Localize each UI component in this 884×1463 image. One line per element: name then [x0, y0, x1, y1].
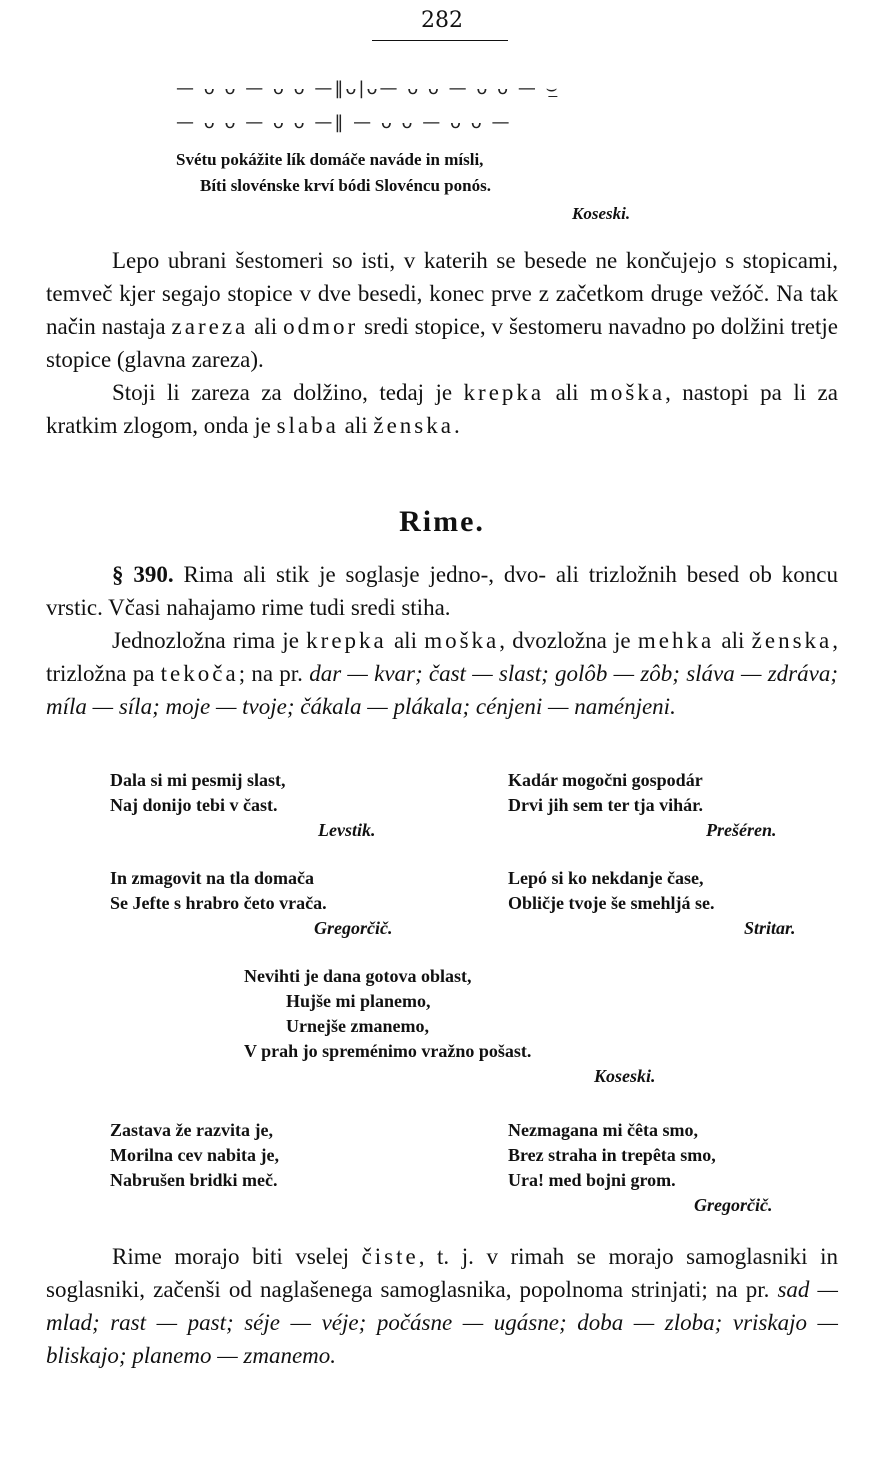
term-krepka: krepka — [463, 380, 545, 405]
term-ciste: čiste — [361, 1244, 419, 1269]
para3-text: Rima ali stik je soglasje jedno-, dvo- ali trizložnih besed ob koncu vrstic. Včasi nahajamo rime tudi sredi stiha. — [46, 562, 838, 620]
poem-nezmagana — [508, 1118, 772, 1218]
para2-text: ali — [544, 380, 591, 405]
poem-author: Prešéren. — [706, 820, 777, 840]
term-slaba: slaba — [276, 413, 339, 438]
poem-author: Gregorčič. — [694, 1195, 773, 1215]
term-zenska: ženska — [751, 628, 833, 653]
poem-author: Gregorčič. — [314, 918, 393, 938]
para4-text: ali — [386, 628, 425, 653]
term-moska: moška — [424, 628, 500, 653]
verse-line-2: Bíti slovénske krví bódi Slovéncu ponós. — [200, 176, 491, 195]
para4-text: , dvozložna je — [499, 628, 638, 653]
poem-koseski — [244, 964, 656, 1089]
poem-author: Koseski. — [594, 1066, 656, 1086]
poem-line: Ura! med bojni grom. — [508, 1170, 676, 1190]
poem-zastava — [110, 1118, 279, 1193]
poem-line: Brez straha in trepêta smo, — [508, 1145, 716, 1165]
term-moska: moška — [590, 380, 666, 405]
meter-line-2: — ᴗ ᴗ — ᴗ ᴗ —‖ — ᴗ ᴗ — ᴗ ᴗ — — [176, 112, 512, 133]
poem-author: Stritar. — [744, 918, 796, 938]
verse-author: Koseski. — [572, 204, 631, 223]
para2-text: . — [453, 413, 460, 438]
term-krepka: krepka — [306, 628, 387, 653]
poem-author: Levstik. — [318, 820, 376, 840]
page-number: 282 — [421, 8, 463, 33]
para1-text: Lepo ubrani šestomeri so isti, v katerih se besede ne končujejo s stopicami, temveč kjer segajo stopice v dve besedi, konec prve z začetkom druge vežóč. Na tak način nastaja — [46, 248, 838, 339]
para4-text: ali — [714, 628, 752, 653]
para5-text: Rime morajo biti vselej — [112, 1244, 362, 1269]
paragraph-rime — [46, 558, 838, 723]
paragraph-clean-rhymes — [46, 1240, 838, 1372]
poem-preseren — [508, 768, 777, 843]
poem-line: In zmagovit na tla domača — [110, 868, 314, 888]
rhyme-examples: dar — kvar; čast — slast; golôb — zôb; sláva — zdráva; míla — síla; moje — tvoje; čákala — plákala; cénjeni — naménjeni. — [46, 661, 838, 719]
para2-text: , nastopi pa li za kratkim zlogom, onda je — [46, 380, 838, 438]
poem-line: Lepó si ko nekdanje čase, — [508, 868, 704, 888]
poem-line: Urnejše zmanemo, — [286, 1016, 429, 1036]
poem-line: Se Jefte s hrabro četo vrača. — [110, 893, 327, 913]
poem-line: Morilna cev nabita je, — [110, 1145, 279, 1165]
poem-line: Zastava že razvita je, — [110, 1120, 273, 1140]
para2-text: Stoji li zareza za dolžino, tedaj je — [112, 380, 464, 405]
header-rule — [372, 40, 508, 41]
poem-levstik — [110, 768, 375, 843]
poem-line: Kadár mogočni gospodár — [508, 770, 703, 790]
poem-stritar — [508, 866, 796, 941]
para2-text: ali — [338, 413, 374, 438]
poem-line: Dala si mi pesmij slast, — [110, 770, 286, 790]
poem-line: Obličje tvoje še smehljá se. — [508, 893, 715, 913]
verse-line-1: Svétu pokážite lík domáče naváde in mísli, — [176, 150, 484, 169]
poem-line: Naj donijo tebi v čast. — [110, 795, 278, 815]
section-number: § 390. — [112, 562, 174, 587]
para5-text: , t. j. v rimah se morajo samoglasniki in soglasniki, začenši od naglašenega samoglasnika, popolnoma strinjati; na pr. — [46, 1244, 838, 1302]
para1-text: sredi stopice, v šestomeru navadno po dolžini tretje stopice (glavna zareza). — [46, 314, 838, 372]
term-zareza: zareza — [171, 314, 249, 339]
poem-line: Hujše mi planemo, — [286, 991, 431, 1011]
term-odmor: odmor — [283, 314, 359, 339]
poem-line: Drvi jih sem ter tja vihár. — [508, 795, 703, 815]
poem-line: V prah jo spreménimo vražno pošast. — [244, 1041, 532, 1061]
para4-text: , trizložna pa — [46, 628, 838, 686]
poem-line: Nezmagana mi čêta smo, — [508, 1120, 698, 1140]
term-zenska: ženska — [373, 413, 454, 438]
section-heading: Rime. — [399, 505, 485, 538]
term-tekoca: tekoča — [160, 661, 239, 686]
para1-text: ali — [248, 314, 284, 339]
poem-line: Nabrušen bridki meč. — [110, 1170, 278, 1190]
meter-line-1: — ᴗ ᴗ — ᴗ ᴗ —‖ᴗ|ᴗ— ᴗ ᴗ — ᴗ ᴗ — ⌣̲ — [176, 78, 560, 99]
paragraph-caesura — [46, 244, 838, 442]
para4-text: ; na pr. — [238, 661, 310, 686]
poem-line: Nevihti je dana gotova oblast, — [244, 966, 472, 986]
rhyme-examples: sad — mlad; rast — past; séje — véje; počásne — ugásne; doba — zloba; vriskajo — bliskajo; planemo — zmanemo. — [46, 1277, 838, 1368]
term-mehka: mehka — [637, 628, 715, 653]
poem-gregorcic — [110, 866, 392, 941]
para4-text: Jednozložna rima je — [112, 628, 307, 653]
